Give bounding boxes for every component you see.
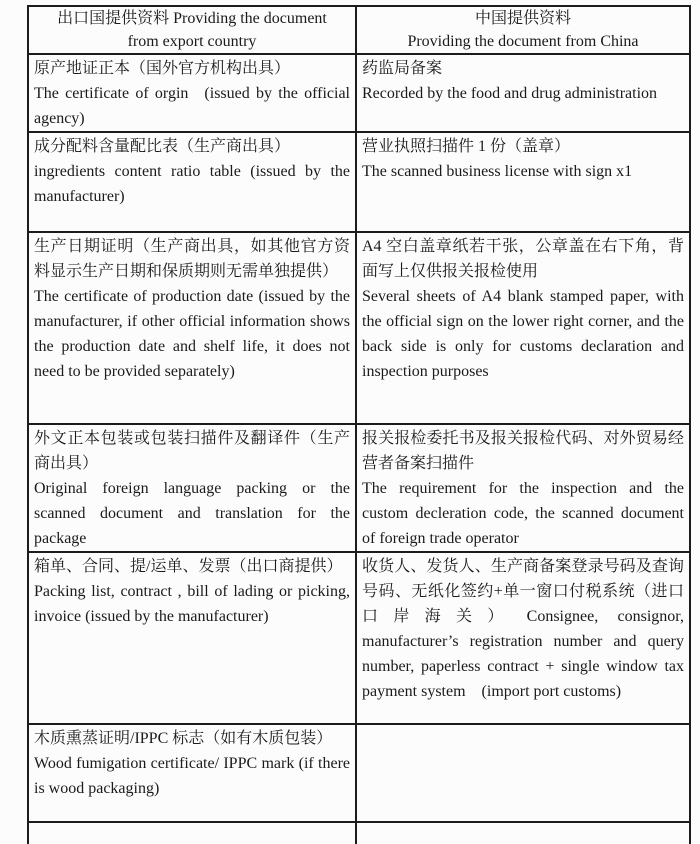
- table-row-production-date: [28, 232, 690, 424]
- cell-china-stamped-paper: [356, 232, 690, 424]
- cell-text-en: Original foreign language packing or the scanned document and translation for the package: [34, 480, 350, 547]
- cell-export-ingredients-table: [28, 132, 356, 232]
- cell-export-wood-fumigation: [28, 724, 356, 822]
- table-row-empty: [28, 822, 690, 844]
- table-row-packing-translation: [28, 424, 690, 552]
- cell-china-consignee-system: [356, 552, 690, 724]
- cell-text-cn: 外文正本包装或包装扫描件及翻译件（生产商出具）: [34, 430, 350, 472]
- cell-text-cn: 原产地证正本（国外官方机构出具）: [34, 60, 291, 77]
- table-row-shipping-documents: [28, 552, 690, 724]
- cell-china-fda-record: [356, 54, 690, 132]
- header-china-line1: 中国提供资料: [474, 10, 571, 27]
- import-export-documents-table: [27, 5, 691, 844]
- cell-text-en: The requirement for the inspection and the custom decleration code, the scanned document of foreign trade operator: [362, 480, 684, 547]
- cell-text-en: The scanned business license with sign x1: [362, 163, 633, 180]
- cell-text-en: The certificate of production date (issued by the manufacturer, if other official information shows the production date and shelf life, it does not need to be provided separately): [34, 288, 350, 380]
- header-export-line2: from export country: [127, 33, 257, 50]
- table-row-wood-fumigation: [28, 724, 690, 822]
- header-cell-china: [356, 6, 690, 54]
- table-header-row: [28, 6, 690, 54]
- cell-export-origin-certificate: [28, 54, 356, 132]
- cell-text-cn: 药监局备案: [362, 60, 443, 77]
- cell-text-en: Wood fumigation certificate/ IPPC mark (if there is wood packaging): [34, 755, 350, 797]
- cell-text-en: The certificate of orgin (issued by the official agency): [34, 85, 350, 127]
- cell-export-production-date-certificate: [28, 232, 356, 424]
- cell-text-en: ingredients content ratio table (issued by the manufacturer): [34, 163, 350, 205]
- table-row-ingredients-table: [28, 132, 690, 232]
- cell-text-en: Several sheets of A4 blank stamped paper, with the official sign on the lower right corner, and the back side is only for customs declaration and inspection purposes: [362, 288, 684, 380]
- header-cell-export-country: [28, 6, 356, 54]
- cell-text-cn: 生产日期证明（生产商出具，如其他官方资料显示生产日期和保质期则无需单独提供）: [34, 238, 350, 280]
- cell-china-business-license: [356, 132, 690, 232]
- cell-export-packing-translation: [28, 424, 356, 552]
- header-export-line1: 出口国提供资料 Providing the document: [57, 10, 327, 27]
- cell-text-cn: 营业执照扫描件 1 份（盖章）: [362, 138, 571, 155]
- cell-text-en: Recorded by the food and drug administration: [362, 85, 658, 102]
- cell-text-cn: A4 空白盖章纸若干张，公章盖在右下角，背面写上仅供报关报检使用: [362, 238, 684, 280]
- cell-china-empty-last: [356, 822, 690, 844]
- header-china-line2: Providing the document from China: [407, 33, 639, 50]
- cell-text-en: Consignee, consignor, manufacturer’s registration number and query number, paperless contract + single window tax payment system (import port customs): [362, 608, 684, 700]
- table-row-certificate-of-origin: [28, 54, 690, 132]
- cell-text-en: Packing list, contract , bill of lading or picking, invoice (issued by the manufacturer): [34, 583, 350, 625]
- cell-export-empty: [28, 822, 356, 844]
- cell-china-declaration-code: [356, 424, 690, 552]
- cell-text-cn: 成分配料含量配比表（生产商出具）: [34, 138, 291, 155]
- cell-text-cn: 报关报检委托书及报关报检代码、对外贸易经营者备案扫描件: [362, 430, 684, 472]
- cell-china-empty: [356, 724, 690, 822]
- cell-text-cn: 木质熏蒸证明/IPPC 标志（如有木质包装）: [34, 730, 333, 747]
- cell-text-cn: 收货人、发货人、生产商备案登录号码及查询号码、无纸化签约+单一窗口付税系统（进口口岸海关）: [362, 558, 684, 625]
- cell-text-cn: 箱单、合同、提/运单、发票（出口商提供）: [34, 558, 343, 575]
- cell-text-combined: [362, 554, 684, 704]
- cell-export-shipping-documents: [28, 552, 356, 724]
